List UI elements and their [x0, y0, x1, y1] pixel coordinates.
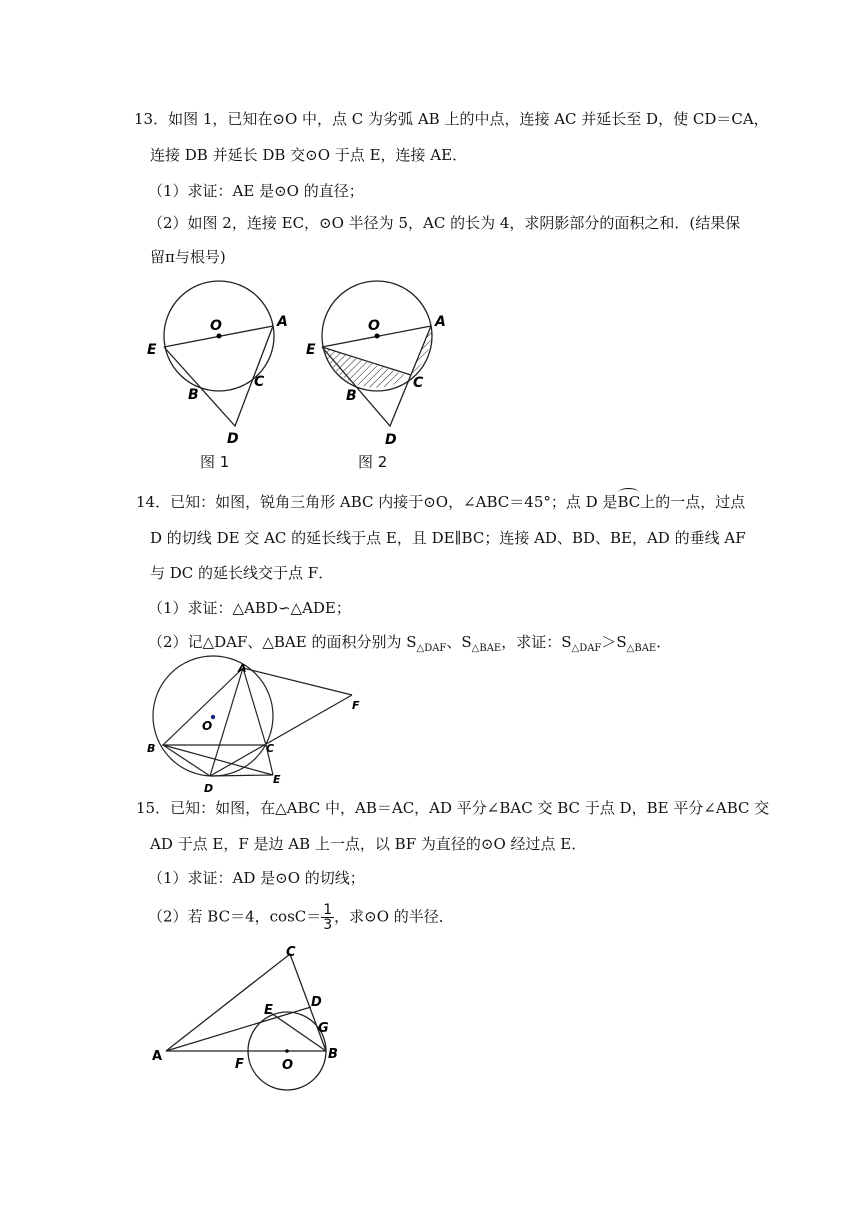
q14-label-a: A [238, 662, 247, 675]
fig1-label-a: A [277, 314, 288, 330]
fig2-label-o: O [368, 318, 380, 334]
q14-sub-4: △BAE [626, 643, 657, 654]
q15-part-2a: （2）若 BC＝4，cosC＝ [148, 907, 322, 926]
q13-part-2a: （2）如图 2，连接 EC，⊙O 半径为 5，AC 的长为 4，求阴影部分的面积之和．(结果保 [148, 214, 741, 232]
q15-label-b: B [328, 1047, 338, 1062]
q15-part-2 [148, 903, 454, 932]
q13-part-1: （1）求证：AE 是⊙O 的直径； [148, 182, 364, 200]
fig1-label-d: D [227, 431, 239, 447]
fig2-label-b: B [346, 388, 357, 404]
q15-line-1: 15．已知：如图，在△ABC 中，AB＝AC，AD 平分∠BAC 交 BC 于点 D，BE 平分∠ABC 交 [136, 799, 770, 817]
q14-label-b: B [147, 742, 156, 755]
q14-line-3: 与 DC 的延长线交于点 F． [150, 564, 334, 582]
fig1-label-c: C [254, 374, 265, 390]
fig2-label-a: A [435, 314, 446, 330]
q14-line-1 [136, 492, 745, 512]
q13-part-2b: 留π与根号) [150, 248, 226, 266]
q14-label-o: O [202, 719, 213, 733]
q15-label-f: F [235, 1057, 244, 1072]
q14-label-e: E [273, 773, 281, 786]
fraction-numerator: 1 [323, 902, 333, 918]
q15-line-2: AD 于点 E，F 是边 AB 上一点，以 BF 为直径的⊙O 经过点 E． [150, 835, 587, 853]
q14-sub-3: △DAF [571, 643, 602, 654]
q14-part-2a: （2）记△DAF、△BAE 的面积分别为 S [148, 633, 417, 651]
q14-part-2d: ＞S [601, 633, 627, 651]
arc-bc: BC [617, 493, 641, 511]
fraction-one-third [321, 903, 334, 932]
q14-label-d: D [204, 782, 214, 795]
q14-line-1b: 上的一点，过点 [640, 493, 746, 511]
q14-sub-1: △DAF [416, 643, 447, 654]
q14-part-2b: 、S [446, 633, 472, 651]
q13-figure-2 [300, 275, 460, 455]
q14-label-f: F [352, 699, 360, 712]
q15-label-g: G [318, 1021, 329, 1036]
fig2-caption: 图 2 [358, 453, 388, 471]
fig2-label-c: C [413, 375, 424, 391]
q14-part-2c: ，求证：S [501, 633, 572, 651]
q14-sub-2: △BAE [471, 643, 502, 654]
q14-line-2: D 的切线 DE 交 AC 的延长线于点 E，且 DE∥BC；连接 AD、BD、BE，AD 的垂线 AF [150, 529, 746, 547]
q15-label-c: C [286, 945, 296, 960]
q14-line-1a: 14．已知：如图，锐角三角形 ABC 内接于⊙O，∠ABC＝45°；点 D 是 [136, 493, 618, 511]
q15-figure [145, 935, 365, 1095]
q14-part-2 [148, 632, 671, 655]
q14-figure [140, 660, 380, 800]
fig1-label-b: B [188, 387, 199, 403]
fig2-label-e: E [306, 342, 316, 358]
q13-figure-1 [140, 275, 300, 455]
q15-label-a: A [152, 1049, 163, 1064]
q13-line-1: 13．如图 1，已知在⊙O 中，点 C 为劣弧 AB 上的中点，连接 AC 并延长至 D，使 CD＝CA， [134, 110, 769, 128]
fig1-caption: 图 1 [200, 453, 230, 471]
q14-label-c: C [266, 742, 275, 755]
q14-part-1: （1）求证：△ABD∽△ADE； [148, 599, 351, 617]
q15-label-d: D [311, 995, 322, 1010]
fig1-label-o: O [210, 318, 222, 334]
fig1-label-e: E [147, 342, 157, 358]
q15-part-2b: ，求⊙O 的半径． [334, 907, 454, 926]
q14-part-2e: ． [656, 633, 672, 651]
q13-line-2: 连接 DB 并延长 DB 交⊙O 于点 E，连接 AE． [150, 146, 468, 164]
fig2-label-d: D [385, 432, 397, 448]
q15-label-o: O [282, 1058, 294, 1073]
fraction-denominator: 3 [323, 917, 333, 933]
q15-label-e: E [264, 1003, 273, 1018]
q15-part-1: （1）求证：AD 是⊙O 的切线； [148, 869, 365, 887]
